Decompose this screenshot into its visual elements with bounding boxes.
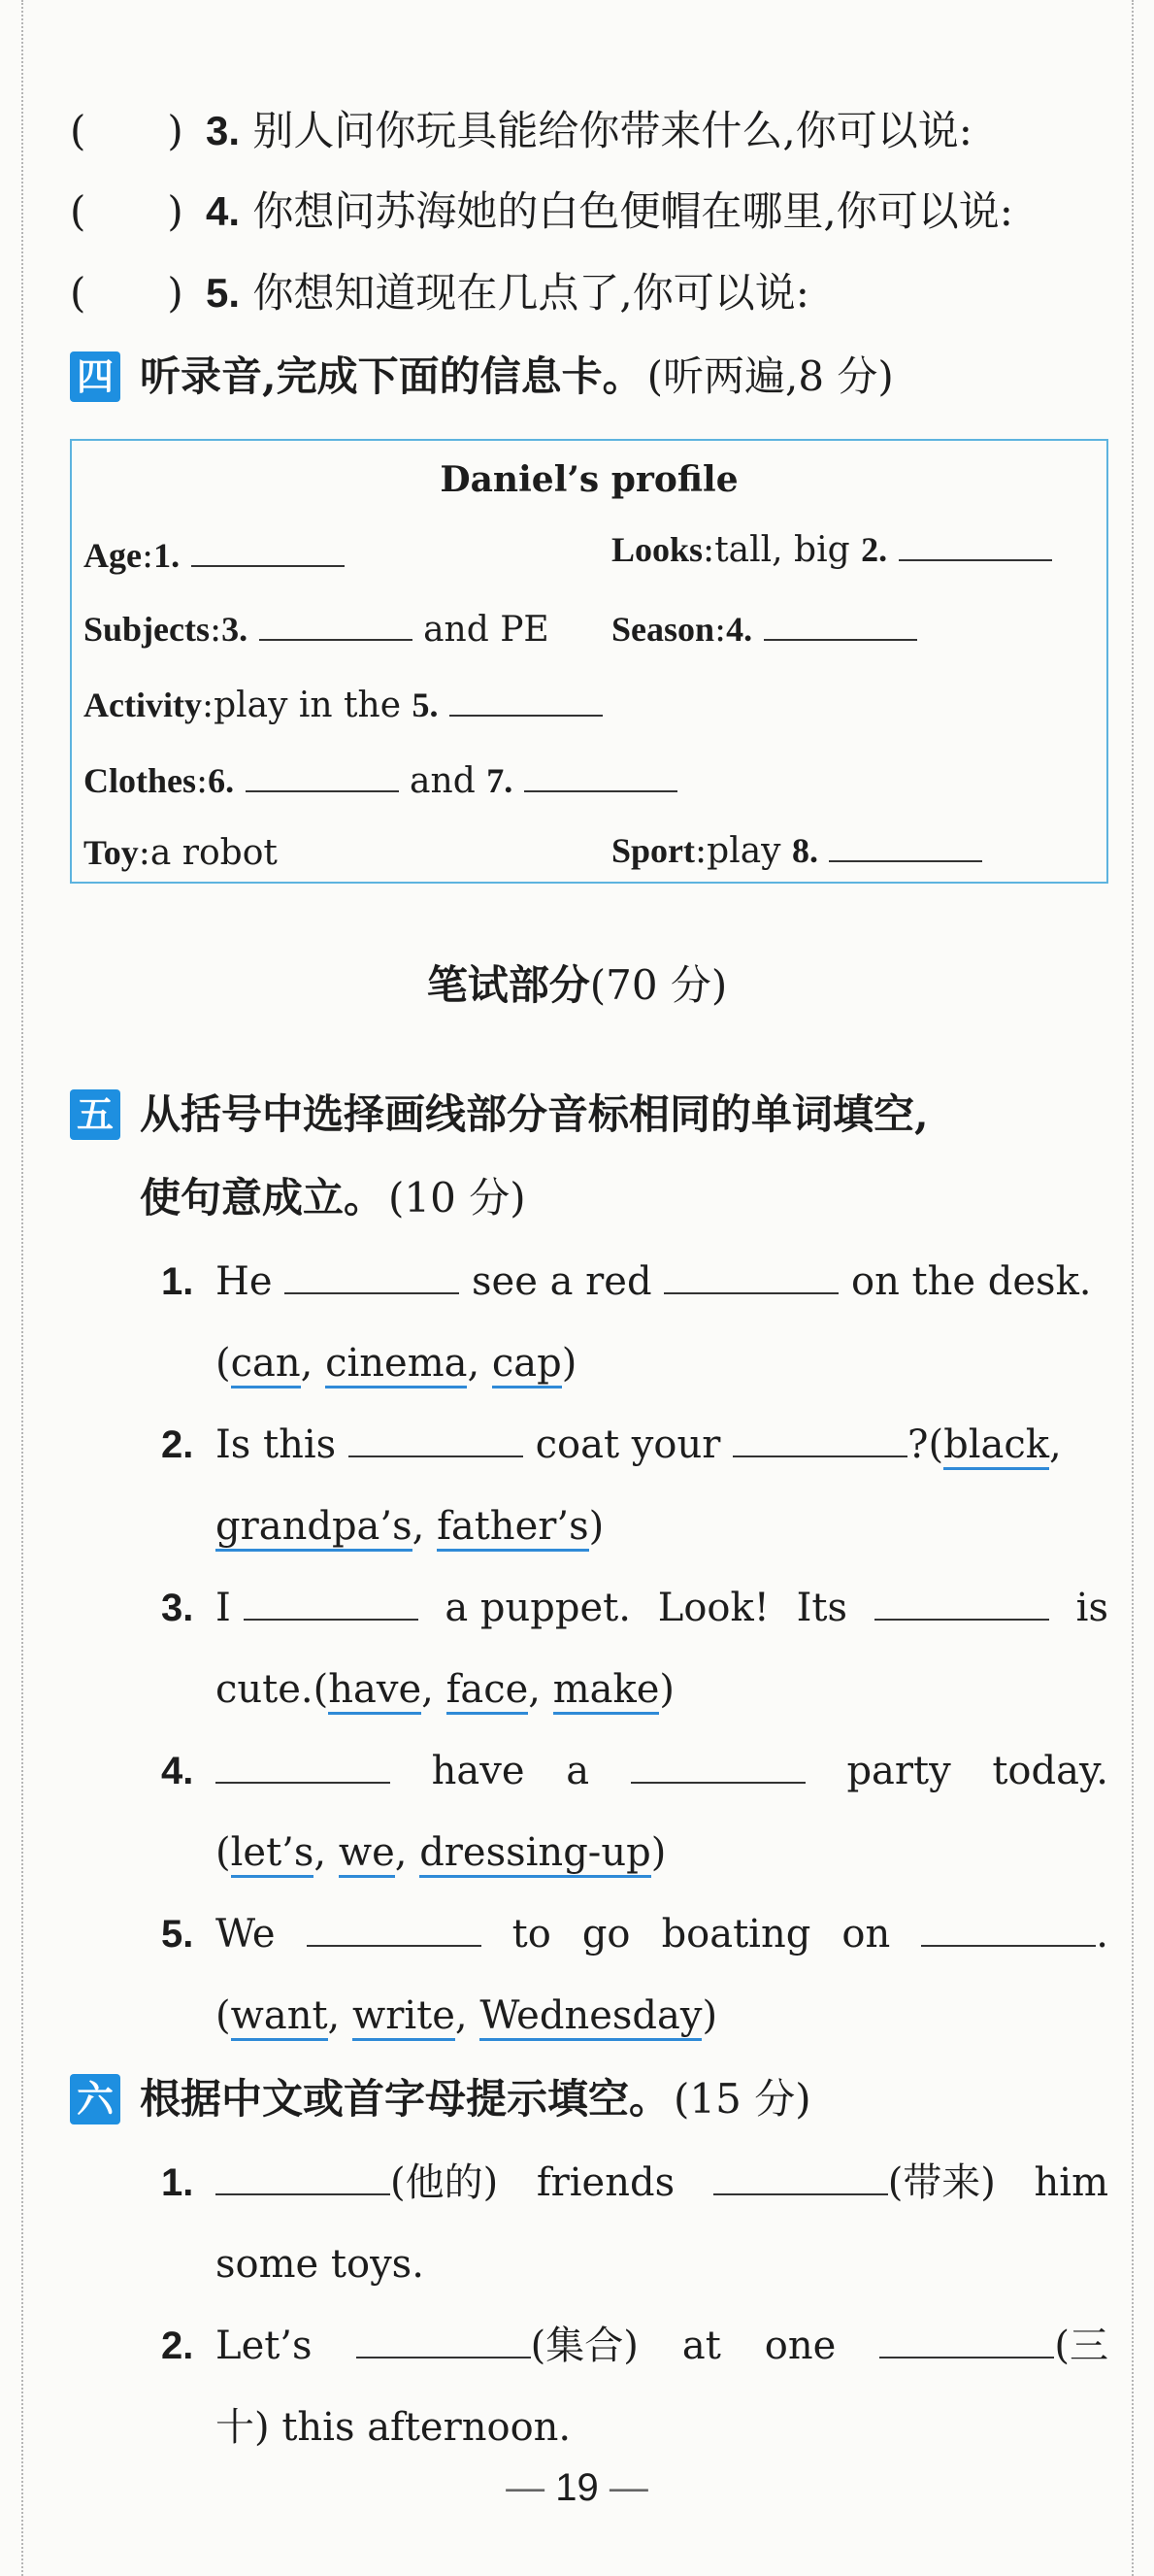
question-3 (70, 107, 973, 155)
written-part-heading (0, 961, 1154, 1010)
question-4 (70, 187, 1013, 236)
ex6-item-2: 2. Let’s (集合) at one (三 (161, 2324, 1108, 2368)
answer-paren: ( ) (70, 269, 183, 317)
season-row: Season:4. (611, 610, 917, 650)
ex5-item-2-options: grandpa’s, father’s) (215, 1503, 604, 1550)
answer-blank[interactable] (733, 1455, 907, 1457)
section-5-heading (70, 1089, 929, 1140)
activity-row: Activity:play in the 5. (83, 686, 603, 725)
profile-card (70, 439, 1108, 884)
answer-blank[interactable] (191, 564, 345, 567)
page-number: — 19 — (506, 2466, 648, 2509)
question-text: 别人问你玩具能给你带来什么,你可以说: (252, 107, 973, 154)
ex5-item-4-options: (let’s, we, dressing-up) (215, 1829, 666, 1876)
section-title: 从括号中选择画线部分音标相同的单词填空, (140, 1090, 929, 1138)
ex5-item-5-options: (want, write, Wednesday) (215, 1992, 717, 2039)
ex5-item-3-options: cute.(have, face, make) (215, 1666, 675, 1713)
ex5-item-1: 1. He see a red on the desk. (161, 1259, 1092, 1304)
answer-blank[interactable] (879, 2356, 1054, 2359)
question-text: 你想问苏海她的白色便帽在哪里,你可以说: (252, 187, 1013, 235)
answer-blank[interactable] (764, 638, 917, 641)
question-number: 5. (206, 270, 241, 316)
answer-blank[interactable] (244, 1618, 418, 1621)
ex5-item-3: 3. I a puppet. Look! Its is (161, 1586, 1108, 1630)
section-4-heading (70, 351, 894, 402)
section-6-heading (70, 2074, 811, 2124)
answer-paren: ( ) (70, 187, 183, 235)
answer-blank[interactable] (899, 558, 1052, 561)
answer-blank[interactable] (664, 1291, 839, 1294)
answer-blank[interactable] (259, 638, 412, 641)
sport-row: Sport:play 8. (611, 831, 982, 871)
ex6-item-1-cont: some toys. (215, 2242, 424, 2287)
question-number: 4. (206, 188, 241, 234)
answer-blank[interactable] (829, 859, 982, 862)
section-points: (10 分) (388, 1174, 526, 1221)
answer-blank[interactable] (921, 1944, 1096, 1947)
ex5-item-2: 2. Is this coat your ?(black, (161, 1422, 1062, 1468)
right-margin-rule (1132, 0, 1134, 2576)
section-badge: 五 (70, 1089, 120, 1140)
toy-row: Toy:a robot (83, 833, 278, 873)
section-badge: 六 (70, 2074, 120, 2124)
left-margin-rule (21, 0, 23, 2576)
section-badge: 四 (70, 351, 120, 402)
looks-row: Looks:tall, big 2. (611, 530, 1052, 570)
section-title-cont: 使句意成立。 (140, 1174, 385, 1221)
answer-blank[interactable] (449, 714, 603, 717)
ex5-item-5: 5. We to go boating on . (161, 1912, 1108, 1957)
answer-blank[interactable] (874, 1618, 1049, 1621)
question-5 (70, 269, 809, 318)
written-title: 笔试部分 (426, 961, 590, 1009)
ex6-item-1: 1. (他的) friends (带来) him (161, 2160, 1108, 2205)
section-title: 根据中文或首字母提示填空。 (140, 2075, 671, 2123)
ex5-item-1-options: (can, cinema, cap) (215, 1340, 577, 1387)
answer-blank[interactable] (631, 1781, 806, 1784)
ex5-item-4: 4. have a party today. (161, 1749, 1108, 1793)
question-number: 3. (206, 108, 241, 153)
ex6-item-2-cont: 十) this afternoon. (215, 2405, 572, 2450)
section-title: 听录音,完成下面的信息卡。 (140, 352, 643, 400)
answer-blank[interactable] (215, 2192, 390, 2195)
answer-blank[interactable] (348, 1455, 523, 1457)
card-title: Daniel’s profile (440, 459, 739, 500)
answer-blank[interactable] (215, 1781, 390, 1784)
answer-paren: ( ) (70, 107, 183, 154)
answer-blank[interactable] (713, 2192, 888, 2195)
answer-blank[interactable] (246, 789, 399, 792)
answer-blank[interactable] (356, 2356, 531, 2359)
age-row: Age:1. (83, 536, 345, 576)
subjects-row: Subjects:3. and PE (83, 610, 549, 650)
answer-blank[interactable] (524, 789, 677, 792)
answer-blank[interactable] (284, 1291, 459, 1294)
section-points: (15 分) (674, 2075, 811, 2123)
question-text: 你想知道现在几点了,你可以说: (252, 269, 809, 317)
section-points: (听两遍,8 分) (646, 352, 894, 400)
section-5-heading-line2 (140, 1173, 526, 1223)
answer-blank[interactable] (307, 1944, 481, 1947)
clothes-row: Clothes:6. and 7. (83, 761, 677, 801)
written-points: (70 分) (589, 961, 728, 1009)
